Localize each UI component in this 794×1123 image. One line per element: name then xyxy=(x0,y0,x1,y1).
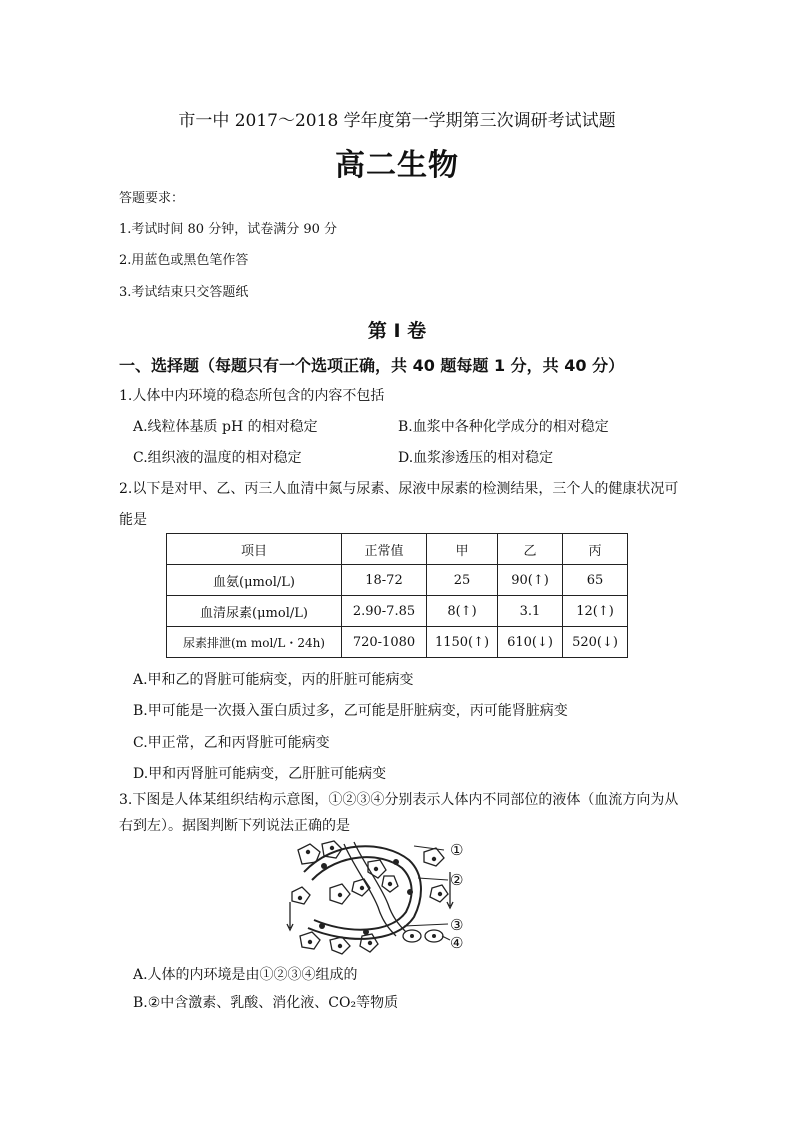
table-row xyxy=(167,565,628,596)
table-cell: 2.90-7.85 xyxy=(342,596,427,627)
table-cell: 3.1 xyxy=(498,596,563,627)
q2-option-d: D.甲和丙肾脏可能病变，乙肝脏可能病变 xyxy=(133,766,387,782)
table-header-cell: 丙 xyxy=(563,534,628,565)
q2-option-c: C.甲正常，乙和丙肾脏可能病变 xyxy=(133,735,330,751)
q1-option-d: D.血浆渗透压的相对稳定 xyxy=(398,450,554,466)
question-1-stem: 1.人体中内环境的稳态所包含的内容不包括 xyxy=(119,388,385,404)
tissue-structure-diagram xyxy=(284,832,474,960)
table-cell: 25 xyxy=(427,565,498,596)
q2-option-a: A.甲和乙的肾脏可能病变，丙的肝脏可能病变 xyxy=(133,672,414,688)
table-header-cell: 乙 xyxy=(498,534,563,565)
lab-results-table xyxy=(166,533,628,658)
q3-option-b: B.②中含激素、乳酸、消化液、CO₂等物质 xyxy=(133,995,399,1011)
question-3-stem: 3.下图是人体某组织结构示意图，①②③④分别表示人体内不同部位的液体（血流方向为从 xyxy=(119,792,679,808)
q1-option-a: A.线粒体基质 pH 的相对稳定 xyxy=(133,419,318,435)
question-2-stem: 2.以下是对甲、乙、丙三人血清中氮与尿素、尿液中尿素的检测结果，三个人的健康状况可 xyxy=(119,481,679,497)
diagram-label-1: ① xyxy=(450,841,464,859)
question-2-stem-cont: 能是 xyxy=(119,512,147,528)
table-row xyxy=(167,627,628,658)
table-cell: 18-72 xyxy=(342,565,427,596)
q1-option-c: C.组织液的温度的相对稳定 xyxy=(133,450,302,466)
diagram-label-2: ② xyxy=(450,871,464,889)
requirement-item: 3.考试结束只交答题纸 xyxy=(119,285,249,300)
table-header-row xyxy=(167,534,628,565)
requirement-item: 2.用蓝色或黑色笔作答 xyxy=(119,253,249,268)
requirement-item: 1.考试时间 80 分钟，试卷满分 90 分 xyxy=(119,222,338,237)
table-row xyxy=(167,596,628,627)
table-header-cell: 正常值 xyxy=(342,534,427,565)
table-cell: 血清尿素(μmol/L) xyxy=(167,596,342,627)
table-cell: 1150(↑) xyxy=(427,627,498,658)
q2-option-b: B.甲可能是一次摄入蛋白质过多，乙可能是肝脏病变，丙可能肾脏病变 xyxy=(133,703,568,719)
requirements-title: 答题要求： xyxy=(119,191,185,206)
table-cell: 65 xyxy=(563,565,628,596)
question-3-stem-cont: 右到左）。据图判断下列说法正确的是 xyxy=(119,818,350,834)
q1-option-b: B.血浆中各种化学成分的相对稳定 xyxy=(398,419,609,435)
table-cell: 尿素排泄(m mol/L・24h) xyxy=(167,627,342,658)
table-cell: 720-1080 xyxy=(342,627,427,658)
diagram-label-3: ③ xyxy=(450,916,464,934)
diagram-label-4: ④ xyxy=(450,934,464,952)
table-header-cell: 甲 xyxy=(427,534,498,565)
q3-option-a: A.人体的内环境是由①②③④组成的 xyxy=(133,967,358,983)
exam-title: 市一中 2017～2018 学年度第一学期第三次调研考试试题 xyxy=(178,111,616,131)
table-cell: 610(↓) xyxy=(498,627,563,658)
table-cell: 90(↑) xyxy=(498,565,563,596)
volume-title: 第 Ⅰ 卷 xyxy=(367,320,427,342)
subject-title: 高二生物 xyxy=(335,148,459,183)
table-cell: 8(↑) xyxy=(427,596,498,627)
table-cell: 520(↓) xyxy=(563,627,628,658)
table-cell: 12(↑) xyxy=(563,596,628,627)
section-title: 一、选择题（每题只有一个选项正确，共 40 题每题 1 分，共 40 分） xyxy=(119,356,625,375)
table-header-cell: 项目 xyxy=(167,534,342,565)
table-cell: 血氨(μmol/L) xyxy=(167,565,342,596)
